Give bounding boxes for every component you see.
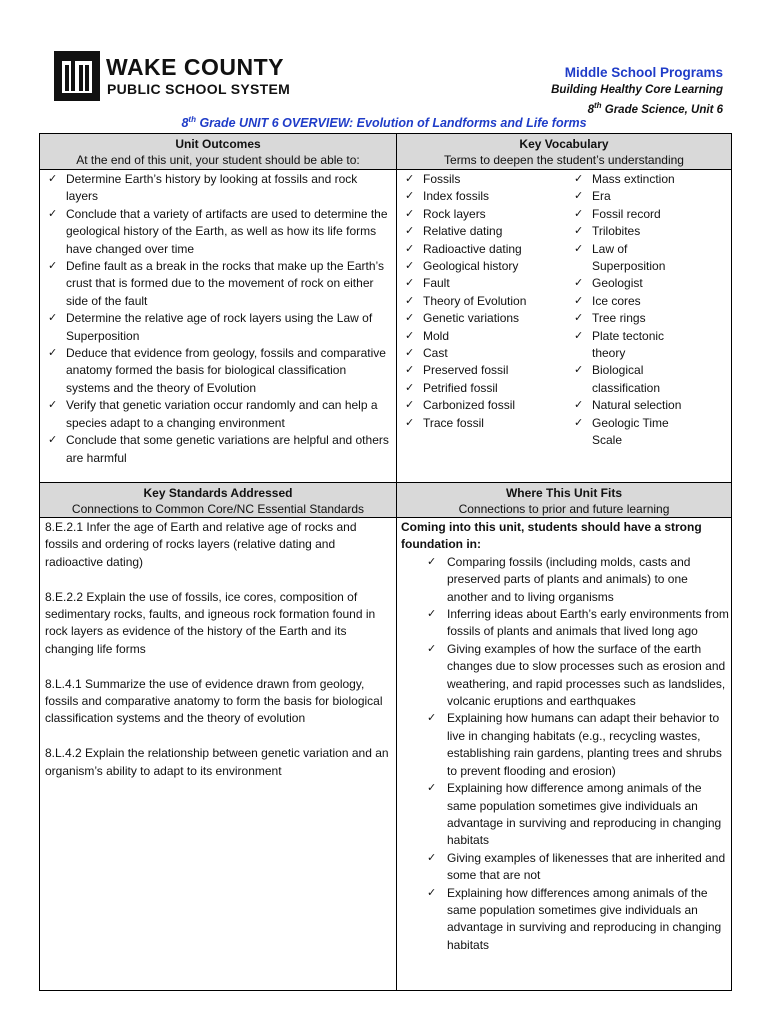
outcomes-title: Unit Outcomes <box>175 137 261 151</box>
fits-subtitle: Connections to prior and future learning <box>458 502 670 516</box>
grade-unit-label: 8th Grade Science, Unit 6 <box>587 101 723 116</box>
outcomes-list <box>42 171 392 467</box>
check-icon: ✓ <box>405 416 415 429</box>
outcome-item: ✓ Conclude that a variety of artifacts are used to determine the geological history of the Earth, as well as how its life forms have changed over time <box>48 206 388 256</box>
fits-header <box>397 482 731 518</box>
check-icon: ✓ <box>405 329 415 342</box>
fits-item: ✓ Explaining how difference among animals of the same population sometimes give individuals an advantage in surviving and reproducing in changing habitats <box>427 781 722 848</box>
document-title: 8th Grade UNIT 6 OVERVIEW: Evolution of Landforms and Life forms <box>181 115 587 131</box>
check-icon: ✓ <box>574 277 584 290</box>
vocab-item: ✓ Natural selection <box>566 397 730 414</box>
vocab-item: ✓ Ice cores <box>566 293 730 310</box>
vocab-item: ✓ Cast <box>397 345 565 362</box>
standards-subtitle: Connections to Common Core/NC Essential Standards <box>71 502 365 516</box>
check-icon: ✓ <box>405 190 415 203</box>
check-icon: ✓ <box>48 347 58 360</box>
vocab-list-2 <box>566 171 730 450</box>
vocab-item: ✓ Preserved fossil <box>397 362 565 379</box>
vocab-item: ✓ Tree rings <box>566 310 730 327</box>
vocab-item: ✓ Genetic variations <box>397 310 565 327</box>
outcomes-subtitle: At the end of this unit, your student should be able to: <box>76 153 360 167</box>
vocab-item: ✓ Theory of Evolution <box>397 293 565 310</box>
standards-header <box>40 482 396 518</box>
fits-item: ✓ Giving examples of likenesses that are inherited and some that are not <box>427 850 726 883</box>
overview-table <box>39 133 732 991</box>
vocab-item: ✓ Plate tectonic theory <box>574 328 665 361</box>
fits-item: ✓ Giving examples of how the surface of the earth changes due to slow processes such as erosion and weathering, and rapid processes such as landslides, volcanic eruptions and earthquakes <box>427 641 726 709</box>
standard-item: 8.L.4.1 Summarize the use of evidence drawn from geology, fossils and comparative anatomy to form the basis for biological classification systems and the theory of evolution <box>45 676 383 726</box>
fits-intro: Coming into this unit, students should have a strong foundation in: <box>401 520 702 552</box>
vocab-item: ✓ Geological history <box>397 258 565 275</box>
check-icon: ✓ <box>48 434 58 447</box>
check-icon: ✓ <box>574 399 584 412</box>
outcome-item: ✓ Verify that genetic variation occur randomly and can help a species adapt to a changing environment <box>48 398 378 430</box>
check-icon: ✓ <box>48 173 58 185</box>
outcome-item: ✓ Define fault as a break in the rocks that make up the Earth’s crust that is formed due to the movement of rock on either side of the fault <box>48 259 384 308</box>
check-icon: ✓ <box>405 364 415 377</box>
check-icon: ✓ <box>405 347 415 360</box>
vocab-item: ✓ Radioactive dating <box>397 241 565 258</box>
fits-item: ✓ Explaining how differences among animals of the same population sometimes give individuals an advantage in surviving and reproducing in changing habitats <box>427 885 722 952</box>
vocab-item: ✓ Fossil record <box>566 206 730 223</box>
check-icon: ✓ <box>427 712 437 725</box>
vocab-list-1 <box>397 171 565 432</box>
vocab-column-1 <box>397 171 565 432</box>
org-name: WAKE COUNTY <box>106 54 284 80</box>
check-icon: ✓ <box>405 381 415 394</box>
tagline: Building Healthy Core Learning <box>551 84 723 96</box>
vocab-item: ✓ Relative dating <box>397 223 565 240</box>
vocab-item: ✓ Index fossils <box>397 188 565 205</box>
vocab-item: ✓ Law of Superposition <box>574 241 666 274</box>
vocab-item: ✓ Carbonized fossil <box>397 397 565 414</box>
vocab-item: ✓ Mold <box>397 328 565 345</box>
check-icon: ✓ <box>405 207 415 220</box>
check-icon: ✓ <box>427 555 437 568</box>
check-icon: ✓ <box>574 364 584 377</box>
vocab-item: ✓ Trace fossil <box>397 415 565 432</box>
check-icon: ✓ <box>574 242 584 255</box>
fits-title: Where This Unit Fits <box>505 486 622 500</box>
outcome-item: ✓ Conclude that some genetic variations are helpful and others are harmful <box>48 433 389 465</box>
vocab-item: ✓ Rock layers <box>397 206 565 223</box>
check-icon: ✓ <box>427 608 437 621</box>
check-icon: ✓ <box>405 312 415 325</box>
check-icon: ✓ <box>574 416 584 429</box>
check-icon: ✓ <box>405 173 415 185</box>
outcomes-header <box>40 134 396 170</box>
check-icon: ✓ <box>48 207 58 220</box>
check-icon: ✓ <box>405 225 415 238</box>
programs-label: Middle School Programs <box>564 65 723 80</box>
vocab-subtitle: Terms to deepen the student’s understanding <box>444 153 684 167</box>
fits-item: ✓ Explaining how humans can adapt their behavior to live in changing habitats (e.g., recycling wastes, establishing rain gardens, planting trees and shrubs to prevent flooding and erosion) <box>427 711 722 778</box>
standard-item: 8.L.4.2 Explain the relationship between genetic variation and an organism’s ability to adapt to its environment <box>45 746 389 778</box>
vocab-item: ✓ Fossils <box>397 171 565 188</box>
org-subtitle: PUBLIC SCHOOL SYSTEM <box>107 81 291 97</box>
standard-item: 8.E.2.1 Infer the age of Earth and relative age of rocks and fossils and ordering of rocks layers (relative dating and radioactive dating) <box>45 520 357 569</box>
check-icon: ✓ <box>405 260 415 273</box>
vocab-item: ✓ Trilobites <box>566 223 730 240</box>
check-icon: ✓ <box>427 851 437 864</box>
wcpss-logo <box>54 51 100 101</box>
outcome-item: ✓ Determine the relative age of rock layers using the Law of Superposition <box>48 311 373 343</box>
vocab-item: ✓ Biological classification <box>574 363 661 395</box>
outcome-item: ✓ Deduce that evidence from geology, fossils and comparative anatomy formed the basis for biological classification systems and the theory of Evolution <box>48 346 386 395</box>
fits-list <box>401 554 730 954</box>
standards-title: Key Standards Addressed <box>143 486 293 500</box>
vocab-item: ✓ Geologist <box>566 275 730 292</box>
check-icon: ✓ <box>427 642 437 655</box>
vocab-item: ✓ Petrified fossil <box>397 380 565 397</box>
check-icon: ✓ <box>574 294 584 307</box>
vocab-title: Key Vocabulary <box>519 137 609 151</box>
vocab-item: ✓ Era <box>566 188 730 205</box>
standard-item: 8.E.2.2 Explain the use of fossils, ice cores, composition of sedimentary rocks, faults, and igneous rock formation found in rock layers as evidence of the history of the Earth and its changing life forms <box>45 589 376 656</box>
check-icon: ✓ <box>574 190 584 203</box>
check-icon: ✓ <box>574 225 584 238</box>
check-icon: ✓ <box>574 312 584 325</box>
check-icon: ✓ <box>48 312 58 325</box>
standards-cell <box>45 519 391 780</box>
check-icon: ✓ <box>427 782 437 795</box>
check-icon: ✓ <box>48 399 58 412</box>
check-icon: ✓ <box>574 173 584 185</box>
check-icon: ✓ <box>405 277 415 290</box>
vocab-column-2 <box>566 171 730 450</box>
check-icon: ✓ <box>405 399 415 412</box>
fits-item: ✓ Inferring ideas about Earth’s early environments from fossils of plants and animals that lived long ago <box>427 607 729 639</box>
vocab-item: ✓ Fault <box>397 275 565 292</box>
check-icon: ✓ <box>574 329 584 342</box>
check-icon: ✓ <box>574 207 584 220</box>
outcomes-cell <box>42 171 392 467</box>
vocab-header <box>397 134 731 170</box>
check-icon: ✓ <box>405 294 415 307</box>
check-icon: ✓ <box>427 886 437 899</box>
check-icon: ✓ <box>48 260 58 273</box>
fits-item: ✓ Comparing fossils (including molds, casts and preserved parts of plants and animals) to one another and to living organisms <box>427 554 691 604</box>
vocab-item: ✓ Geologic Time Scale <box>574 415 669 448</box>
program-header <box>551 64 723 118</box>
vocab-item: ✓ Mass extinction <box>566 171 730 188</box>
outcome-item: ✓ Determine Earth’s history by looking at fossils and rock layers <box>48 172 358 204</box>
check-icon: ✓ <box>405 242 415 255</box>
fits-cell <box>401 519 730 954</box>
